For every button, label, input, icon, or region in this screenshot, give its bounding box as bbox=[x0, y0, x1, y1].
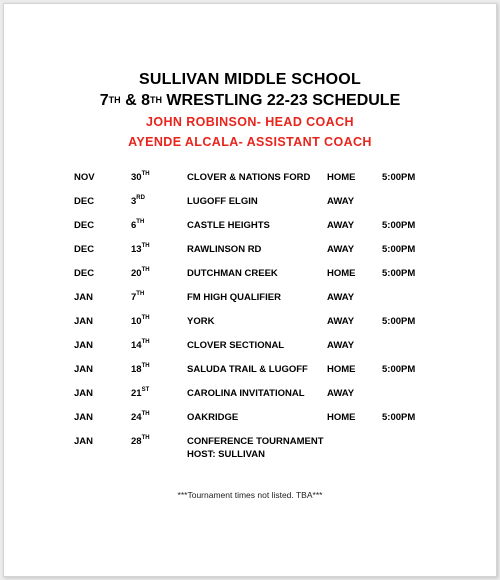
row-location: HOME bbox=[327, 412, 356, 423]
row-opponent bbox=[187, 388, 305, 399]
row-day bbox=[131, 268, 150, 279]
schedule-row bbox=[4, 268, 496, 292]
schedule-row bbox=[4, 364, 496, 388]
row-day bbox=[131, 340, 150, 351]
row-location: AWAY bbox=[327, 316, 355, 327]
row-day-number: 30 bbox=[131, 172, 142, 183]
row-opponent bbox=[187, 196, 258, 207]
row-time: 5:00PM bbox=[382, 172, 416, 183]
row-day bbox=[131, 436, 150, 447]
row-opponent-name: SALUDA TRAIL & LUGOFF bbox=[187, 364, 308, 375]
head-coach: JOHN ROBINSON- HEAD COACH bbox=[146, 115, 354, 129]
row-month: NOV bbox=[74, 172, 95, 183]
row-day-suffix: TH bbox=[136, 219, 145, 225]
row-opponent-name: OAKRIDGE bbox=[187, 412, 239, 423]
row-day-number: 28 bbox=[131, 436, 142, 447]
row-day-suffix: RD bbox=[136, 195, 145, 201]
row-location: HOME bbox=[327, 268, 356, 279]
row-day-number: 3 bbox=[131, 196, 137, 207]
row-opponent bbox=[187, 412, 238, 423]
row-day-number: 24 bbox=[131, 412, 142, 423]
row-month: JAN bbox=[74, 388, 94, 399]
schedule-row bbox=[4, 196, 496, 220]
row-day-suffix: TH bbox=[136, 291, 145, 297]
row-day-number: 6 bbox=[131, 220, 137, 231]
row-opponent-name: CASTLE HEIGHTS bbox=[187, 220, 270, 231]
row-month: JAN bbox=[74, 340, 94, 351]
row-time: 5:00PM bbox=[382, 364, 416, 375]
row-day-number: 10 bbox=[131, 316, 142, 327]
row-day-number: 18 bbox=[131, 364, 142, 375]
row-day-number: 13 bbox=[131, 244, 142, 255]
row-month: DEC bbox=[74, 220, 95, 231]
title-suffix-7: TH bbox=[108, 95, 121, 105]
row-opponent bbox=[187, 364, 308, 375]
row-month: DEC bbox=[74, 268, 95, 279]
row-day-suffix: TH bbox=[141, 267, 150, 273]
row-day-suffix: TH bbox=[141, 339, 150, 345]
row-opponent bbox=[187, 268, 278, 279]
row-day-suffix: ST bbox=[141, 387, 150, 393]
row-location: AWAY bbox=[327, 220, 355, 231]
row-time: 5:00PM bbox=[382, 268, 416, 279]
schedule-row bbox=[4, 244, 496, 268]
row-opponent-host: HOST: SULLIVAN bbox=[187, 449, 265, 460]
schedule-title bbox=[4, 91, 496, 111]
school-name: SULLIVAN MIDDLE SCHOOL bbox=[139, 71, 361, 88]
schedule-row bbox=[4, 412, 496, 436]
row-opponent bbox=[187, 244, 261, 255]
schedule-row bbox=[4, 436, 496, 460]
row-month: JAN bbox=[74, 292, 94, 303]
row-day-suffix: TH bbox=[141, 363, 150, 369]
row-opponent-name: RAWLINSON RD bbox=[187, 244, 262, 255]
row-location: AWAY bbox=[327, 244, 355, 255]
schedule-row bbox=[4, 172, 496, 196]
row-month: DEC bbox=[74, 244, 95, 255]
title-suffix-8: TH bbox=[149, 95, 162, 105]
row-location: AWAY bbox=[327, 388, 355, 399]
row-day-suffix: TH bbox=[141, 435, 150, 441]
row-opponent bbox=[187, 436, 324, 460]
row-opponent-name: YORK bbox=[187, 316, 215, 327]
title-grade-8: & 8 bbox=[120, 92, 150, 109]
title-grade-7: 7 bbox=[99, 92, 109, 109]
schedule-row bbox=[4, 220, 496, 244]
row-day-number: 14 bbox=[131, 340, 142, 351]
row-location: AWAY bbox=[327, 196, 355, 207]
row-day-suffix: TH bbox=[141, 315, 150, 321]
row-month: DEC bbox=[74, 196, 95, 207]
row-day bbox=[131, 172, 150, 183]
row-location: HOME bbox=[327, 172, 356, 183]
row-day-suffix: TH bbox=[141, 243, 150, 249]
schedule-row bbox=[4, 388, 496, 412]
row-day-number: 20 bbox=[131, 268, 142, 279]
row-day bbox=[131, 412, 150, 423]
row-opponent-name: DUTCHMAN CREEK bbox=[187, 268, 278, 279]
footnote: ***Tournament times not listed. TBA*** bbox=[177, 490, 323, 500]
row-opponent-name: CAROLINA INVITATIONAL bbox=[187, 388, 305, 399]
row-day bbox=[131, 220, 144, 231]
row-opponent-name: LUGOFF ELGIN bbox=[187, 196, 258, 207]
assistant-coach: AYENDE ALCALA- ASSISTANT COACH bbox=[128, 135, 372, 149]
row-time: 5:00PM bbox=[382, 316, 416, 327]
row-location: AWAY bbox=[327, 292, 355, 303]
row-day bbox=[131, 244, 150, 255]
schedule-row bbox=[4, 292, 496, 316]
row-opponent bbox=[187, 172, 310, 183]
row-day bbox=[131, 316, 150, 327]
row-time: 5:00PM bbox=[382, 244, 416, 255]
schedule-row bbox=[4, 340, 496, 364]
row-month: JAN bbox=[74, 364, 94, 375]
row-opponent-name: CONFERENCE TOURNAMENT bbox=[187, 436, 324, 447]
row-opponent bbox=[187, 340, 284, 351]
row-location: AWAY bbox=[327, 340, 355, 351]
row-time: 5:00PM bbox=[382, 412, 416, 423]
row-day bbox=[131, 364, 150, 375]
row-day bbox=[131, 388, 149, 399]
row-day-number: 21 bbox=[131, 388, 142, 399]
row-day bbox=[131, 196, 145, 207]
row-location: HOME bbox=[327, 364, 356, 375]
row-day bbox=[131, 292, 144, 303]
row-opponent-name: FM HIGH QUALIFIER bbox=[187, 292, 281, 303]
row-month: JAN bbox=[74, 436, 94, 447]
schedule-row bbox=[4, 316, 496, 340]
row-opponent-name: CLOVER SECTIONAL bbox=[187, 340, 285, 351]
row-opponent-name: CLOVER & NATIONS FORD bbox=[187, 172, 311, 183]
row-day-number: 7 bbox=[131, 292, 137, 303]
document-page bbox=[3, 3, 497, 577]
row-month: JAN bbox=[74, 316, 94, 327]
row-opponent bbox=[187, 220, 270, 231]
row-opponent bbox=[187, 292, 281, 303]
row-day-suffix: TH bbox=[141, 171, 150, 177]
title-text: WRESTLING 22-23 SCHEDULE bbox=[161, 92, 401, 109]
row-opponent bbox=[187, 316, 214, 327]
row-time: 5:00PM bbox=[382, 220, 416, 231]
row-day-suffix: TH bbox=[141, 411, 150, 417]
row-month: JAN bbox=[74, 412, 94, 423]
schedule-header bbox=[4, 70, 496, 151]
